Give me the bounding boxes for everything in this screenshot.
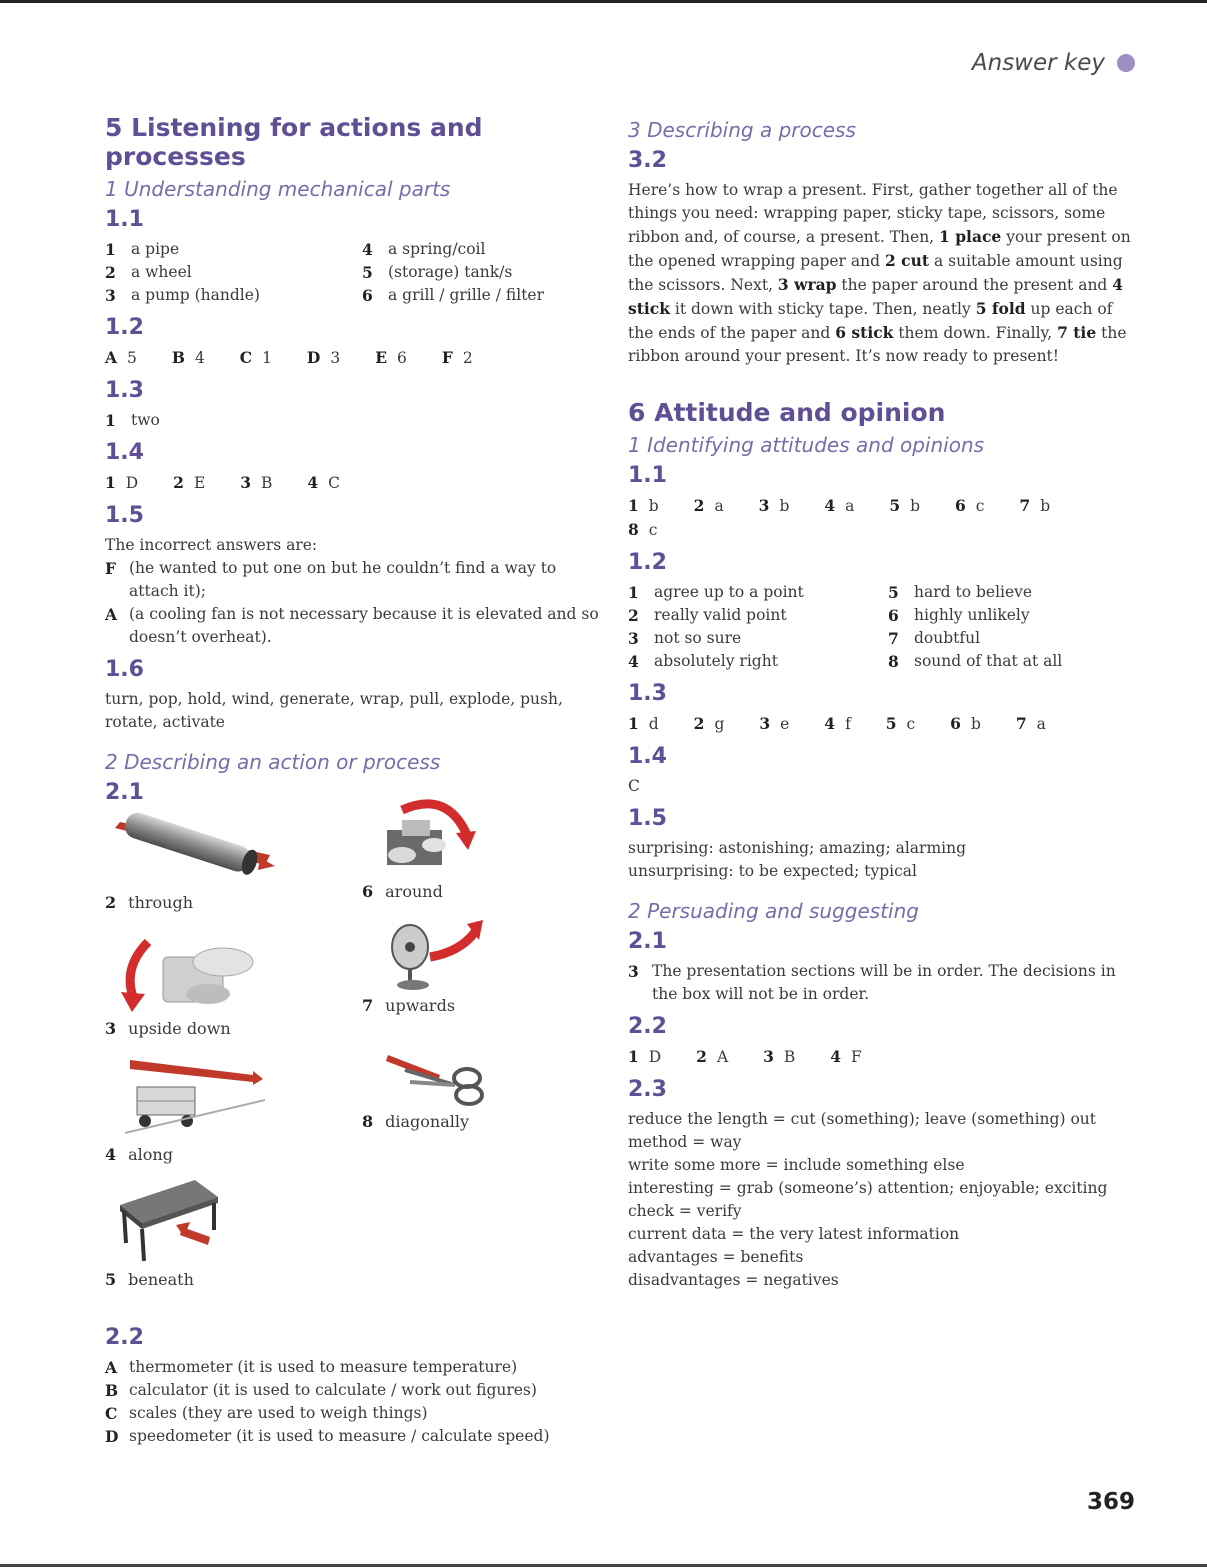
unit-5-title: 5 Listening for actions and processes bbox=[105, 113, 483, 171]
section-describing-action: 2 Describing an action or process bbox=[105, 750, 441, 774]
answer-item: 6 a grill / grille / filter bbox=[362, 286, 545, 305]
exercise-6-1-4-label: 1.4 bbox=[628, 744, 667, 769]
header-dot-icon bbox=[1117, 54, 1135, 72]
list-item: interesting = grab (someone’s) attention; enjoyable; exciting bbox=[628, 1179, 1108, 1197]
exercise-2-2-label: 2.2 bbox=[105, 1325, 144, 1350]
turn-upside-down-illustration bbox=[118, 932, 263, 1017]
answer-item: 1 a pipe bbox=[105, 240, 180, 259]
answer-item: A (a cooling fan is not necessary because it is elevated and so doesn’t overheat). bbox=[105, 605, 599, 646]
exercise-1-1-label: 1.1 bbox=[105, 207, 144, 232]
answer-item: 5 (storage) tank/s bbox=[362, 263, 513, 282]
exercise-3-2-label: 3.2 bbox=[628, 148, 667, 173]
section-describing-process: 3 Describing a process bbox=[628, 118, 856, 142]
answer-item: 3 a pump (handle) bbox=[105, 286, 260, 305]
section-understanding-parts: 1 Understanding mechanical parts bbox=[105, 177, 451, 201]
scissors-diagonally-illustration bbox=[385, 1050, 490, 1110]
answer-item: 8 sound of that at all bbox=[888, 652, 1063, 671]
exercise-3-2-text: Here’s how to wrap a present. First, gather together all of the things you need: wrapping paper, sticky tape, scissors, some ribbon and, of course, a present. Then, 1 place your present on the opened wrapping paper and 2 cut a suitable amount using the scissors. Next, 3 wrap the paper around the present and 4 stick it down with sticky tape. Then, neatly 5 fold up each of the ends of the paper and 6 stick them down. Finally, 7 tie the ribbon around your present. It’s now ready to present! bbox=[628, 181, 1131, 365]
fan-upwards-illustration bbox=[385, 912, 485, 992]
table-beneath-illustration bbox=[120, 1175, 225, 1265]
exercise-2-2-block bbox=[105, 1325, 605, 1448]
answer-item: 4 a spring/coil bbox=[362, 240, 486, 259]
trolley-along-illustration bbox=[125, 1055, 265, 1135]
exercise-1-5-intro: The incorrect answers are: bbox=[105, 536, 318, 554]
answer-item: 7 doubtful bbox=[888, 629, 981, 648]
exercise-1-2-answers: A 5 B 4 C 1 D 3 E 6 F 2 bbox=[105, 348, 473, 367]
exercise-1-5-label: 1.5 bbox=[105, 503, 144, 528]
list-item: check = verify bbox=[628, 1202, 742, 1220]
exercise-1-3-label: 1.3 bbox=[105, 378, 144, 403]
pic-label-8: 8 diagonally bbox=[362, 1112, 470, 1131]
exercise-6-1-3-answers: 1 d 2 g 3 e 4 f 5 c 6 b 7 a bbox=[628, 714, 1046, 733]
exercise-1-6-answer: turn, pop, hold, wind, generate, wrap, pull, explode, push, rotate, activate bbox=[105, 690, 563, 731]
top-rule bbox=[0, 0, 1207, 3]
answer-item: 4 absolutely right bbox=[628, 652, 778, 671]
answer-item: 6 highly unlikely bbox=[888, 606, 1030, 625]
exercise-6-2-3-answers bbox=[628, 1108, 1138, 1292]
section-persuading: 2 Persuading and suggesting bbox=[628, 899, 919, 923]
list-item: disadvantages = negatives bbox=[628, 1271, 839, 1289]
exercise-6-1-5-answers: surprising: astonishing; amazing; alarming unsurprising: to be expected; typical bbox=[628, 839, 967, 880]
exercise-6-2-3-label: 2.3 bbox=[628, 1077, 667, 1102]
exercise-2-1-label: 2.1 bbox=[105, 780, 144, 805]
pic-label-3: 3 upside down bbox=[105, 1019, 231, 1038]
exercise-1-1-answers bbox=[105, 238, 605, 307]
exercise-6-1-2-label: 1.2 bbox=[628, 550, 667, 575]
answer-item: 5 hard to believe bbox=[888, 583, 1033, 602]
exercise-1-5-answers bbox=[105, 534, 605, 649]
list-item: write some more = include something else bbox=[628, 1156, 965, 1174]
pic-label-6: 6 around bbox=[362, 882, 443, 901]
exercise-6-1-4-answer: C bbox=[628, 777, 640, 795]
answer-item: 3 not so sure bbox=[628, 629, 742, 648]
answer-item: D speedometer (it is used to measure / calculate speed) bbox=[105, 1427, 550, 1446]
section-identifying-attitudes: 1 Identifying attitudes and opinions bbox=[628, 433, 985, 457]
crank-around-illustration bbox=[372, 795, 482, 880]
exercise-1-4-label: 1.4 bbox=[105, 440, 144, 465]
pic-label-7: 7 upwards bbox=[362, 996, 456, 1015]
exercise-6-1-1-label: 1.1 bbox=[628, 463, 667, 488]
answer-item: C scales (they are used to weigh things) bbox=[105, 1404, 428, 1423]
pic-label-4: 4 along bbox=[105, 1145, 173, 1164]
exercise-1-2-label: 1.2 bbox=[105, 315, 144, 340]
answer-item: F (he wanted to put one on but he couldn’t find a way to attach it); bbox=[105, 559, 557, 600]
pic-label-2: 2 through bbox=[105, 893, 194, 912]
exercise-6-2-2-label: 2.2 bbox=[628, 1014, 667, 1039]
left-column bbox=[105, 113, 605, 811]
list-item: reduce the length = cut (something); leave (something) out bbox=[628, 1110, 1096, 1128]
exercise-6-1-3-label: 1.3 bbox=[628, 681, 667, 706]
list-item: method = way bbox=[628, 1133, 742, 1151]
answer-item: 1 agree up to a point bbox=[628, 583, 804, 602]
exercise-6-2-1-label: 2.1 bbox=[628, 929, 667, 954]
answer-item: 2 really valid point bbox=[628, 606, 787, 625]
pipe-arrow-illustration bbox=[110, 810, 275, 880]
answer-item: B calculator (it is used to calculate / work out figures) bbox=[105, 1381, 537, 1400]
running-head: Answer key bbox=[971, 50, 1105, 76]
exercise-6-2-1-answer: 3 The presentation sections will be in order. The decisions in the box will not be in order. bbox=[628, 962, 1116, 1003]
answer-item: 2 a wheel bbox=[105, 263, 192, 282]
exercise-6-1-5-label: 1.5 bbox=[628, 806, 667, 831]
page-header bbox=[972, 50, 1135, 76]
exercise-1-6-label: 1.6 bbox=[105, 657, 144, 682]
unit-6-title: 6 Attitude and opinion bbox=[628, 398, 946, 427]
exercise-6-1-2-answers bbox=[628, 581, 1138, 673]
exercise-1-4-answers: 1 D 2 E 3 B 4 C bbox=[105, 473, 341, 492]
page-number: 369 bbox=[1086, 1489, 1135, 1515]
list-item: current data = the very latest information bbox=[628, 1225, 960, 1243]
exercise-6-2-2-answers: 1 D 2 A 3 B 4 F bbox=[628, 1047, 862, 1066]
list-item: advantages = benefits bbox=[628, 1248, 804, 1266]
pic-label-5: 5 beneath bbox=[105, 1270, 194, 1289]
right-column bbox=[628, 118, 1138, 1292]
exercise-1-3-answer: 1 two bbox=[105, 411, 160, 430]
exercise-6-1-1-answers: 1 b 2 a 3 b 4 a 5 b 6 c 7 b 8 c bbox=[628, 496, 1051, 539]
answer-item: A thermometer (it is used to measure temperature) bbox=[105, 1358, 518, 1377]
